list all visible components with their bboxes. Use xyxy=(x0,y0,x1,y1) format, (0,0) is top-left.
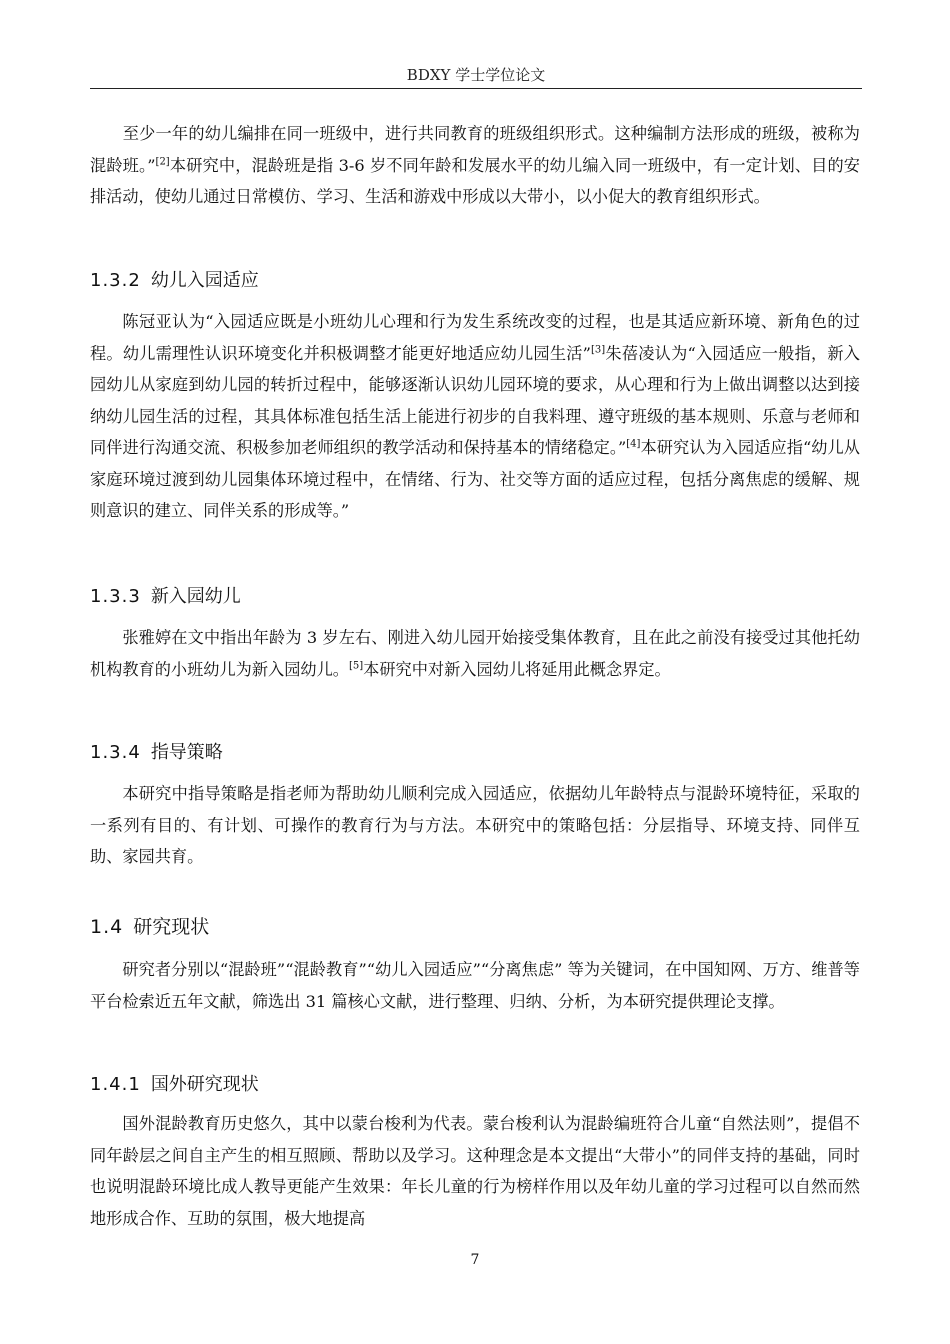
citation-ref: [4] xyxy=(626,438,641,450)
heading-title: 指导策略 xyxy=(150,742,223,763)
heading-title: 新入园幼儿 xyxy=(150,586,241,607)
body-paragraph xyxy=(90,306,860,527)
body-paragraph xyxy=(90,778,860,873)
heading-number: 1.3.4 xyxy=(90,742,141,763)
paragraph-text xyxy=(90,622,860,685)
heading-title: 国外研究现状 xyxy=(150,1074,259,1095)
text-run: 至少一年的幼儿编排在同一班级中，进行共同教育的班级组织形式。这种编制方法形成的班级，被称为混龄班。” xyxy=(90,124,860,175)
heading-title: 研究现状 xyxy=(133,916,210,938)
text-run: 本研究中，混龄班是指 3-6 岁不同年龄和发展水平的幼儿编入同一班级中，有一定计划、目的安排活动，使幼儿通过日常模仿、学习、生活和游戏中形成以大带小，以小促大的教育组织形式。 xyxy=(90,155,860,206)
paragraph-text xyxy=(90,778,860,873)
paragraph-text xyxy=(90,954,860,1017)
text-run: 研究者分别以“混龄班”“混龄教育”“幼儿入园适应”“分离焦虑” 等为关键词，在中国知网、万方、维普等平台检索近五年文献，筛选出 31 篇核心文献，进行整理、归纳、分析，为本研究提供理论支撑。 xyxy=(90,960,860,1011)
subsection-heading xyxy=(90,1070,860,1096)
paragraph-text xyxy=(90,1108,860,1234)
text-run: 朱蓓凌认为“入园适应一般指，新入园幼儿从家庭到幼儿园的转折过程中，能够逐渐认识幼儿园环境的要求，从心理和行为上做出调整以达到接纳幼儿园生活的过程，其具体标准包括生活上能进行初步的自我料理、遵守班级的基本规则、乐意与老师和同伴进行沟通交流、积极参加老师组织的教学活动和保持基本的情绪稳定。” xyxy=(90,343,860,457)
heading-number: 1.4.1 xyxy=(90,1074,141,1095)
citation-ref: [3] xyxy=(590,344,606,356)
body-paragraph xyxy=(90,954,860,1017)
text-run: 本研究认为入园适应指“幼儿从家庭环境过渡到幼儿园集体环境过程中，在情绪、行为、社交等方面的适应过程，包括分离焦虑的缓解、规则意识的建立、同伴关系的形成等。” xyxy=(90,438,860,520)
subsection-heading xyxy=(90,266,860,292)
body-paragraph xyxy=(90,622,860,685)
body-paragraph xyxy=(90,118,860,213)
text-run: 陈冠亚认为“入园适应既是小班幼儿心理和行为发生系统改变的过程，也是其适应新环境、新角色的过程。幼儿需理性认识环境变化并积极调整才能更好地适应幼儿园生活” xyxy=(90,312,860,363)
paragraph-text xyxy=(90,118,860,213)
heading-number: 1.3.2 xyxy=(90,270,141,291)
citation-ref: [2] xyxy=(155,156,170,168)
section-heading xyxy=(90,912,860,939)
paragraph-text xyxy=(90,306,860,527)
subsection-heading xyxy=(90,582,860,608)
running-header: BDXY 学士学位论文 xyxy=(406,66,546,84)
text-run: 本研究中指导策略是指老师为帮助幼儿顺利完成入园适应，依据幼儿年龄特点与混龄环境特征，采取的一系列有目的、有计划、可操作的教育行为与方法。本研究中的策略包括：分层指导、环境支持、同伴互助、家园共育。 xyxy=(90,784,860,866)
page-number: 7 xyxy=(470,1252,480,1268)
subsection-heading xyxy=(90,738,860,764)
body-paragraph xyxy=(90,1108,860,1234)
heading-title: 幼儿入园适应 xyxy=(150,270,259,291)
text-run: 国外混龄教育历史悠久，其中以蒙台梭利为代表。蒙台梭利认为混龄编班符合儿童“自然法则”，提倡不同年龄层之间自主产生的相互照顾、帮助以及学习。这种理念是本文提出“大带小”的同伴支持的基础，同时也说明混龄环境比成人教导更能产生效果：年长儿童的行为榜样作用以及年幼儿童的学习过程可以自然而然地形成合作、互助的氛围，极大地提高 xyxy=(90,1114,860,1228)
citation-ref: [5] xyxy=(349,660,364,672)
heading-number: 1.4 xyxy=(90,916,124,938)
text-run: 本研究中对新入园幼儿将延用此概念界定。 xyxy=(363,659,671,679)
text-run: 张雅婷在文中指出年龄为 3 岁左右、刚进入幼儿园开始接受集体教育，且在此之前没有接受过其他托幼机构教育的小班幼儿为新入园幼儿。 xyxy=(90,628,860,679)
heading-number: 1.3.3 xyxy=(90,586,141,607)
header-rule xyxy=(90,88,862,89)
